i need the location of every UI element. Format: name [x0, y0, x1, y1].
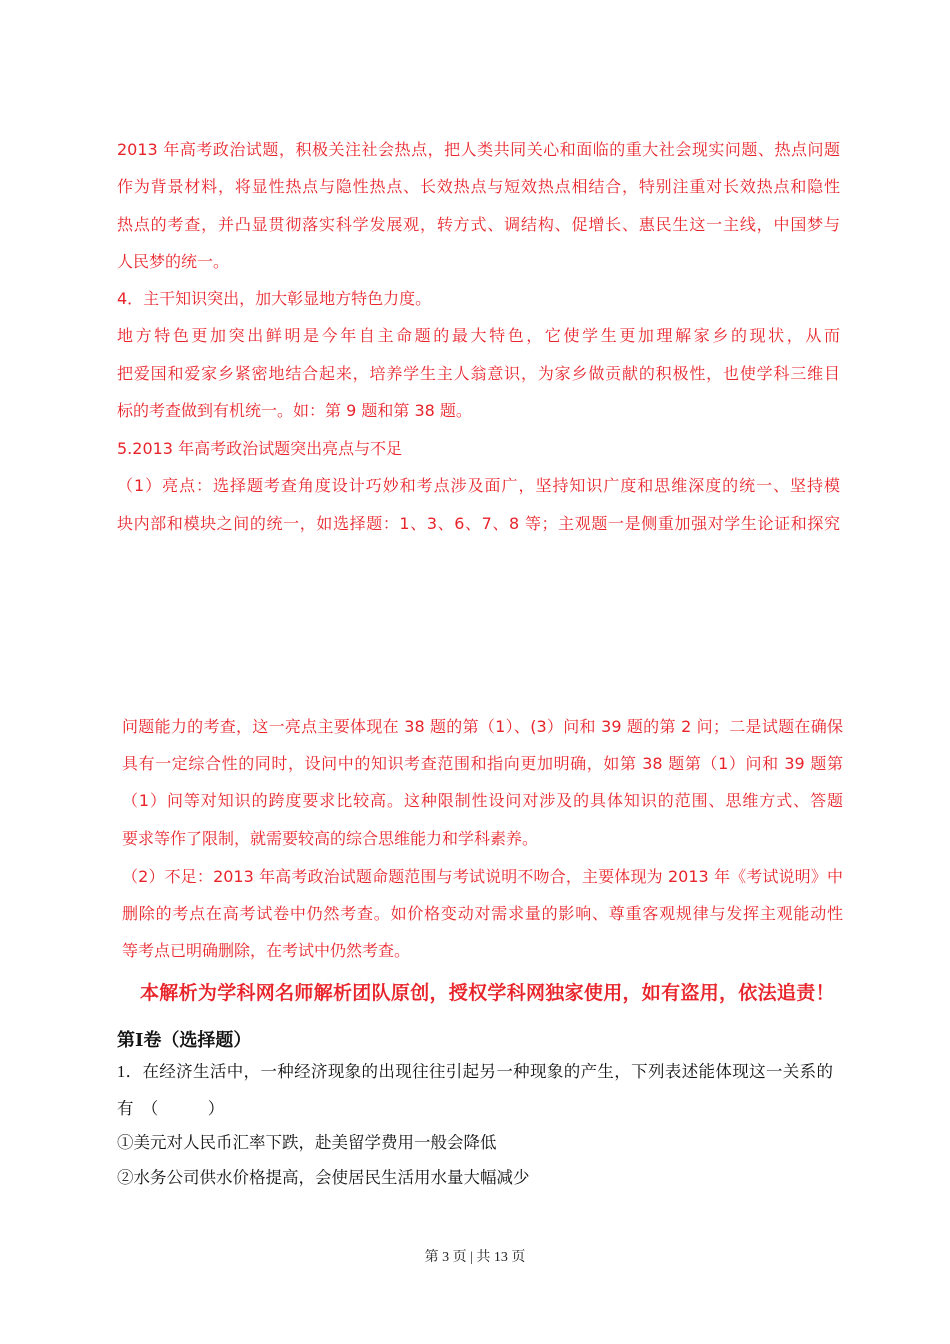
analysis-line: 具有一定综合性的同时，设问中的知识考查范围和指向更加明确，如第 38 题第（1）问和 39 题第: [122, 754, 843, 773]
analysis-heading-4: 4．主干知识突出，加大彰显地方特色力度。: [117, 289, 432, 308]
analysis-line: （1）亮点：选择题考查角度设计巧妙和考点涉及面广，坚持知识广度和思维深度的统一、坚持模: [117, 476, 840, 495]
analysis-line: 热点的考查，并凸显贯彻落实科学发展观，转方式、调结构、促增长、惠民生这一主线，中国梦与: [117, 215, 840, 234]
analysis-line: 作为背景材料，将显性热点与隐性热点、长效热点与短效热点相结合，特别注重对长效热点和隐性: [117, 177, 840, 196]
question-option: ②水务公司供水价格提高，会使居民生活用水量大幅减少: [117, 1168, 530, 1187]
copyright-notice: 本解析为学科网名师解析团队原创，授权学科网独家使用，如有盗用，依法追责！: [140, 982, 835, 1004]
analysis-line: 地方特色更加突出鲜明是今年自主命题的最大特色，它使学生更加理解家乡的现状，从而: [117, 326, 840, 345]
analysis-line: （2）不足：2013 年高考政治试题命题范围与考试说明不吻合，主要体现为 2013 年《考试说明》中: [122, 867, 843, 886]
question-option: ①美元对人民币汇率下跌，赴美留学费用一般会降低: [117, 1133, 497, 1152]
question-stem-cont: 有 （ ）: [117, 1099, 225, 1118]
analysis-line: 把爱国和爱家乡紧密地结合起来，培养学生主人翁意识，为家乡做贡献的积极性，也使学科三维目: [117, 364, 840, 383]
analysis-line: 要求等作了限制，就需要较高的综合思维能力和学科素养。: [122, 829, 539, 848]
analysis-line: 等考点已明确删除，在考试中仍然考查。: [122, 941, 411, 960]
analysis-line: （1）问等对知识的跨度要求比较高。这种限制性设问对涉及的具体知识的范围、思维方式、答题: [122, 791, 843, 810]
analysis-line: 问题能力的考查，这一亮点主要体现在 38 题的第（1）、(3）问和 39 题的第 2 问；二是试题在确保: [122, 717, 843, 736]
section-title: 第Ⅰ卷（选择题）: [117, 1030, 252, 1051]
question-stem: 1．在经济生活中，一种经济现象的出现往往引起另一种现象的产生，下列表述能体现这一关系的: [117, 1062, 833, 1081]
analysis-line: 块内部和模块之间的统一，如选择题：1、3、6、7、8 等；主观题一是侧重加强对学生论证和探究: [117, 514, 840, 533]
analysis-line: 标的考查做到有机统一。如：第 9 题和第 38 题。: [117, 401, 472, 420]
analysis-line: 2013 年高考政治试题，积极关注社会热点，把人类共同关心和面临的重大社会现实问题、热点问题: [117, 140, 840, 159]
page-footer: 第 3 页 | 共 13 页: [424, 1250, 526, 1265]
analysis-line: 人民梦的统一。: [117, 252, 230, 271]
analysis-line: 删除的考点在高考试卷中仍然考查。如价格变动对需求量的影响、尊重客观规律与发挥主观能动性: [122, 904, 843, 923]
analysis-heading-5: 5.2013 年高考政治试题突出亮点与不足: [117, 439, 403, 458]
